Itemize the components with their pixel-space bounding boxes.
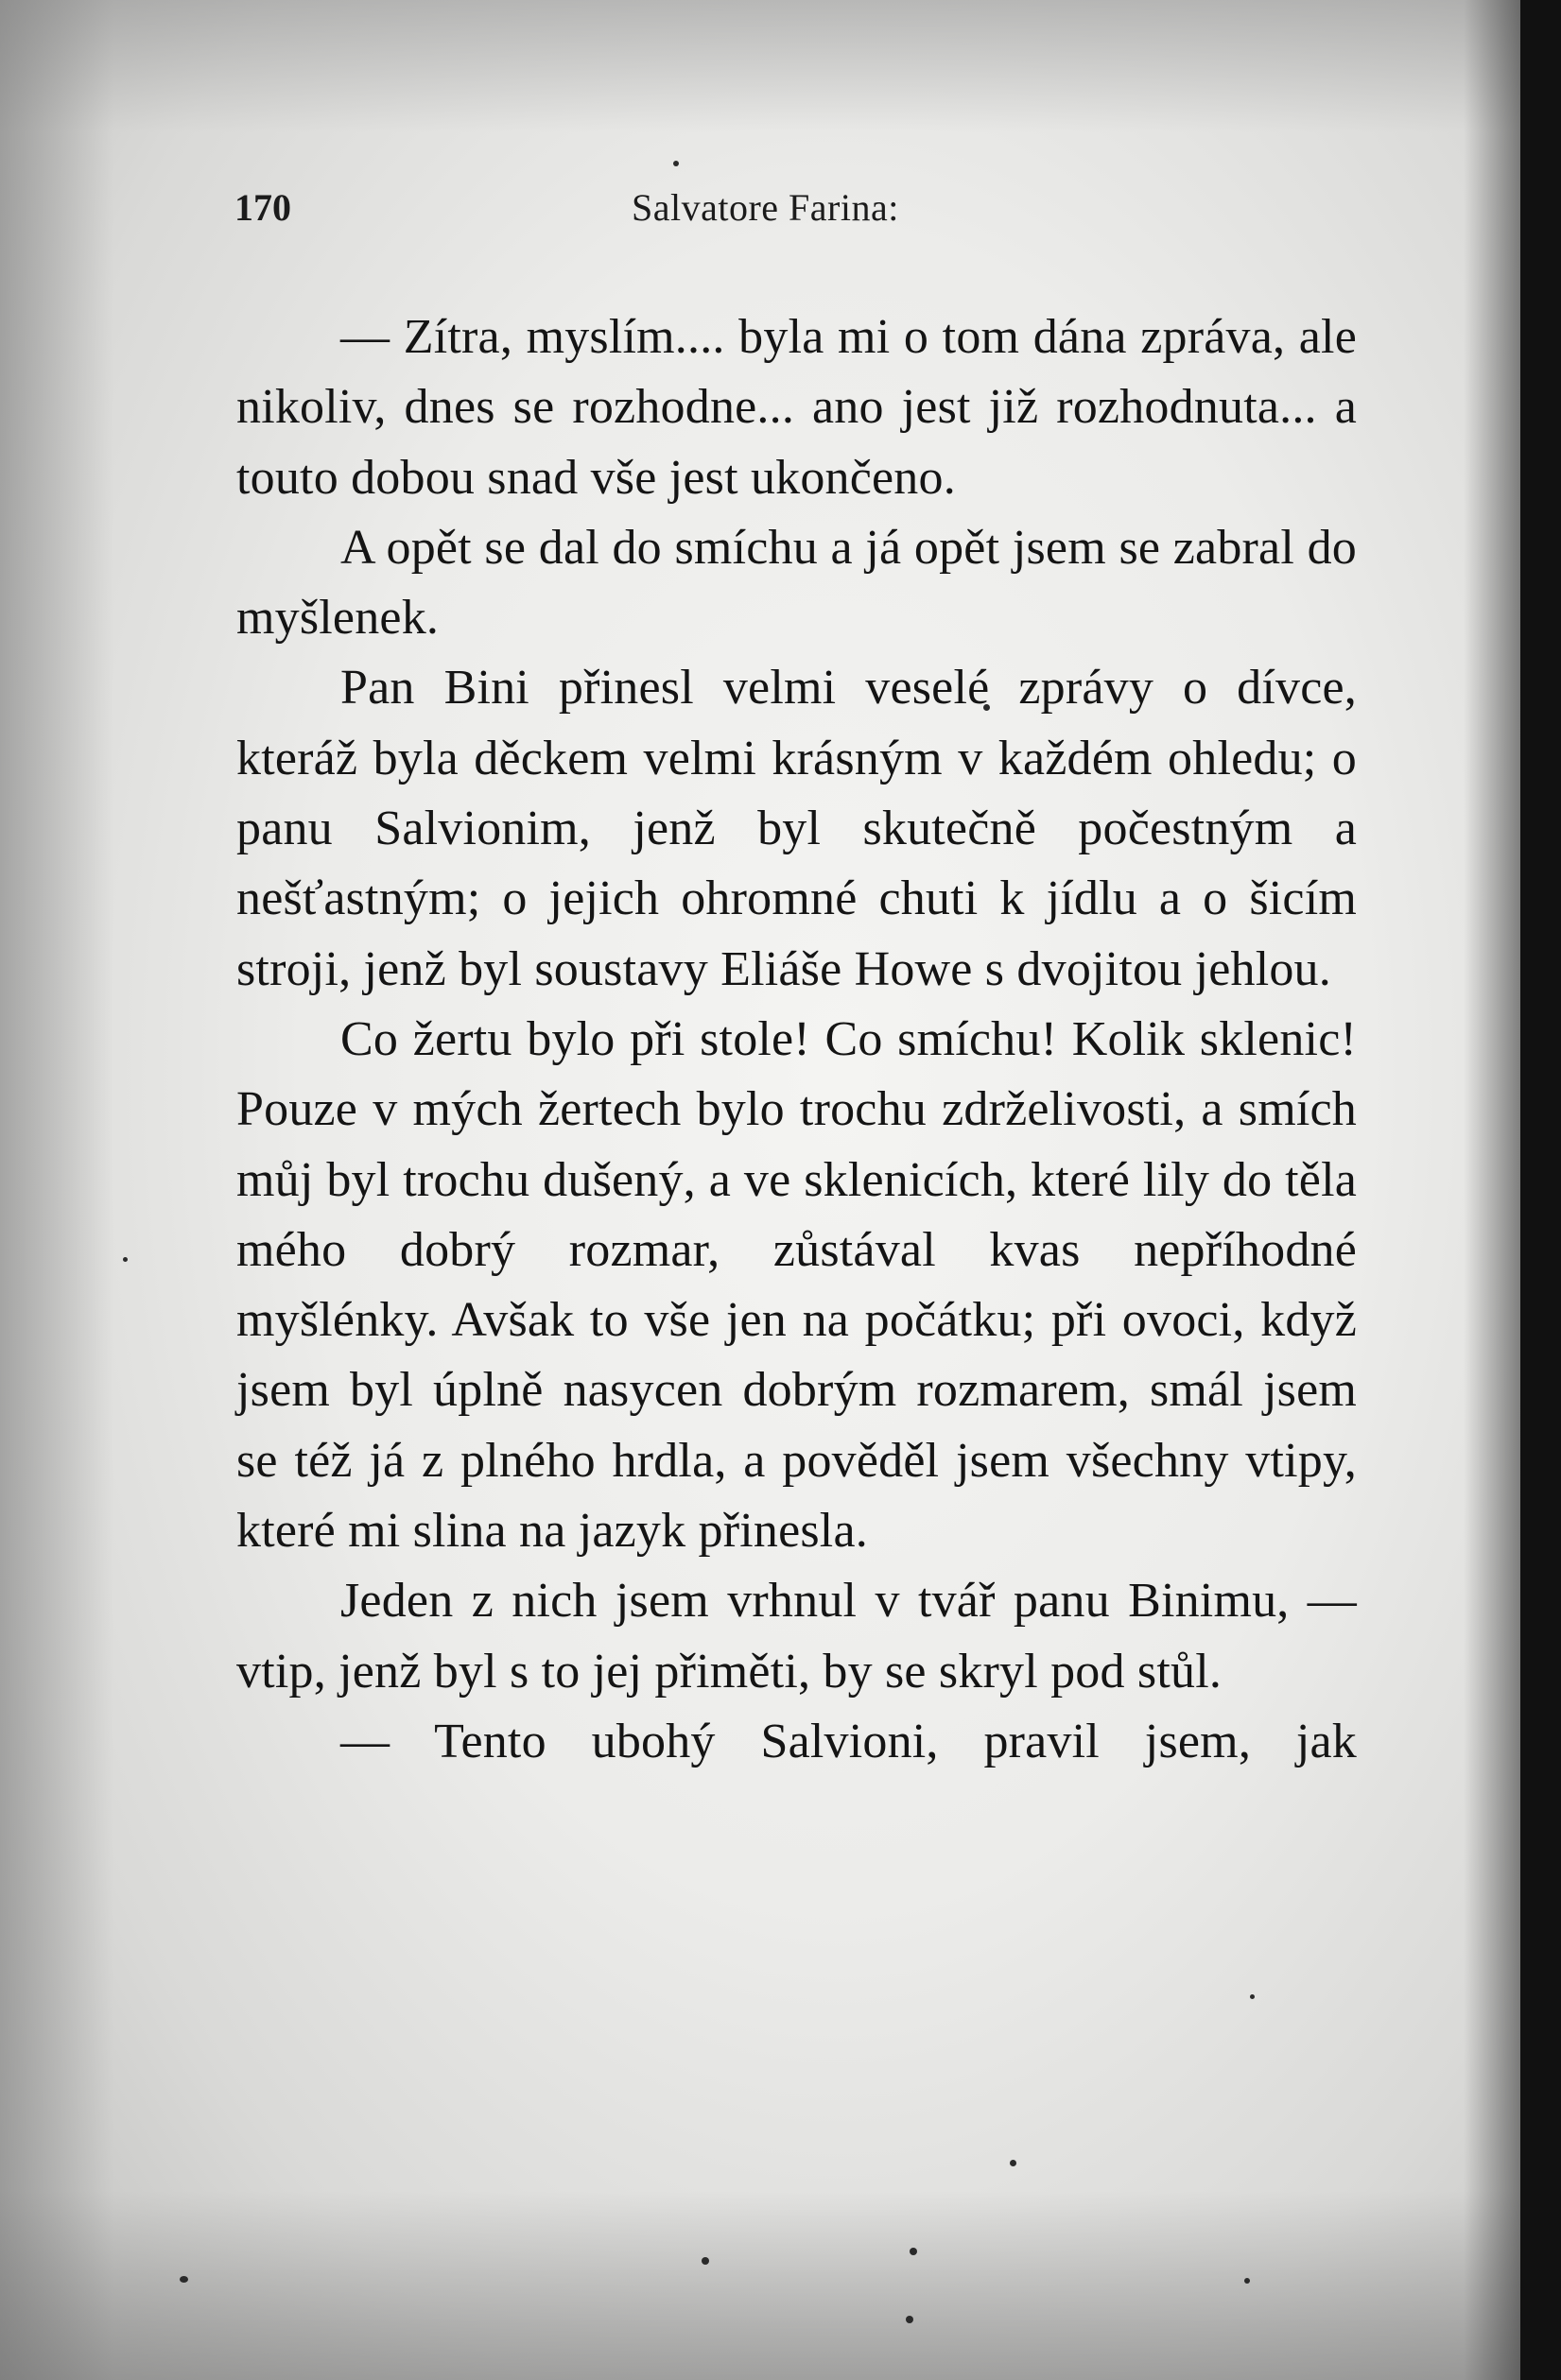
running-head: Salvatore Farina: bbox=[632, 186, 899, 229]
paragraph-3: Pan Bini přinesl velmi veselé zprávy o dívce, kteráž byla děckem velmi krásným v každém ohledu; o panu Salvionim, jenž byl skutečně počestným a nešťastným; o jejich ohromné chuti k jídlu a o šicím stroji, jenž byl soustavy Eliáše Howe s dvojitou jehlou. bbox=[236, 661, 1357, 996]
paper-speck bbox=[1244, 2278, 1250, 2284]
page-shadow-bottom bbox=[0, 2191, 1520, 2380]
paper-speck bbox=[1250, 1994, 1255, 1999]
paragraph-6: — Tento ubohý Salvioni, pravil jsem, jak bbox=[340, 1714, 1357, 1768]
body-text bbox=[236, 302, 1357, 1777]
paper-speck bbox=[910, 2248, 917, 2255]
paper-speck bbox=[1010, 2160, 1016, 2166]
paragraph-1: — Zítra, myslím.... byla mi o tom dána zpráva, ale nikoliv, dnes se rozhodne... ano jest již rozhodnuta... a touto dobou snad vše jest ukončeno. bbox=[236, 310, 1357, 505]
paragraph-2: A opět se dal do smíchu a já opět jsem se zabral do myšlenek. bbox=[236, 520, 1357, 646]
page-shadow-left bbox=[0, 0, 113, 2380]
page-header bbox=[234, 185, 1350, 233]
paper-speck bbox=[702, 2257, 709, 2265]
paper-speck bbox=[673, 161, 679, 166]
page-number: 170 bbox=[234, 186, 291, 229]
paragraph-4: Co žertu bylo při stole! Co smíchu! Kolik sklenic! Pouze v mých žertech bylo trochu zdrželivosti, a smích můj byl trochu dušený, a ve sklenicích, které lily do těla mého dobrý rozmar, zůstával kvas nepříhodné myšlénky. Avšak to vše jen na počátku; při ovoci, když jsem byl úplně nasycen dobrým rozmarem, smál jsem se též já z plného hrdla, a pověděl jsem všechny vtipy, které mi slina na jazyk přinesla. bbox=[236, 1011, 1357, 1559]
paper-speck bbox=[906, 2316, 913, 2323]
paragraph-5: Jeden z nich jsem vrhnul v tvář panu Binimu, — vtip, jenž byl s to jej přiměti, by se skryl pod stůl. bbox=[236, 1574, 1357, 1699]
page-shadow-top bbox=[0, 0, 1520, 132]
paper-speck bbox=[123, 1257, 128, 1262]
page-shadow-right bbox=[1464, 0, 1520, 2380]
paper-speck bbox=[180, 2276, 188, 2283]
